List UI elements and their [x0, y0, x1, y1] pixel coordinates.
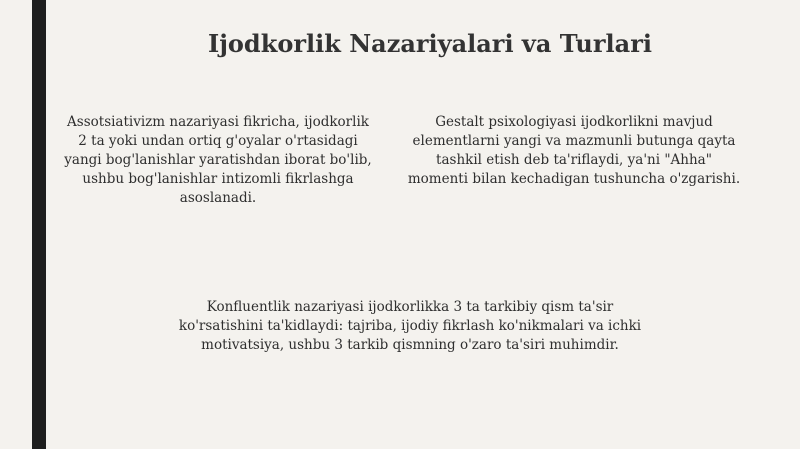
text-line: asoslanadi. — [179, 190, 257, 206]
text-line: momenti bilan kechadigan tushuncha o'zgarishi. — [407, 171, 741, 187]
text-line: Gestalt psixologiyasi ijodkorlikni mavjud — [435, 114, 713, 130]
text-line: tashkil etish deb ta'riflaydi, ya'ni "Ahha" — [436, 152, 712, 168]
confluence-text-block — [140, 298, 680, 355]
text-line: 2 ta yoki undan ortiq g'oyalar o'rtasidagi — [78, 133, 358, 149]
text-line: ko'rsatishini ta'kidlaydi: tajriba, ijodiy fikrlash ko'nikmalari va ichki — [178, 318, 642, 334]
text-line: motivatsiya, ushbu 3 tarkib qismning o'zaro ta'siri muhimdir. — [201, 337, 619, 353]
gestalt-text-block — [396, 113, 752, 189]
slide-title: Ijodkorlik Nazariyalari va Turlari — [208, 29, 652, 58]
text-line: Konfluentlik nazariyasi ijodkorlikka 3 ta tarkibiy qism ta'sir — [206, 299, 614, 315]
associativism-text-block — [52, 113, 384, 208]
accent-bar — [32, 0, 46, 449]
text-line: yangi bog'lanishlar yaratishdan iborat bo'lib, — [64, 152, 372, 168]
text-line: ushbu bog'lanishlar intizomli fikrlashga — [82, 171, 354, 187]
text-line: elementlarni yangi va mazmunli butunga qayta — [412, 133, 736, 149]
text-line: Assotsiativizm nazariyasi fikricha, ijodkorlik — [67, 114, 369, 130]
